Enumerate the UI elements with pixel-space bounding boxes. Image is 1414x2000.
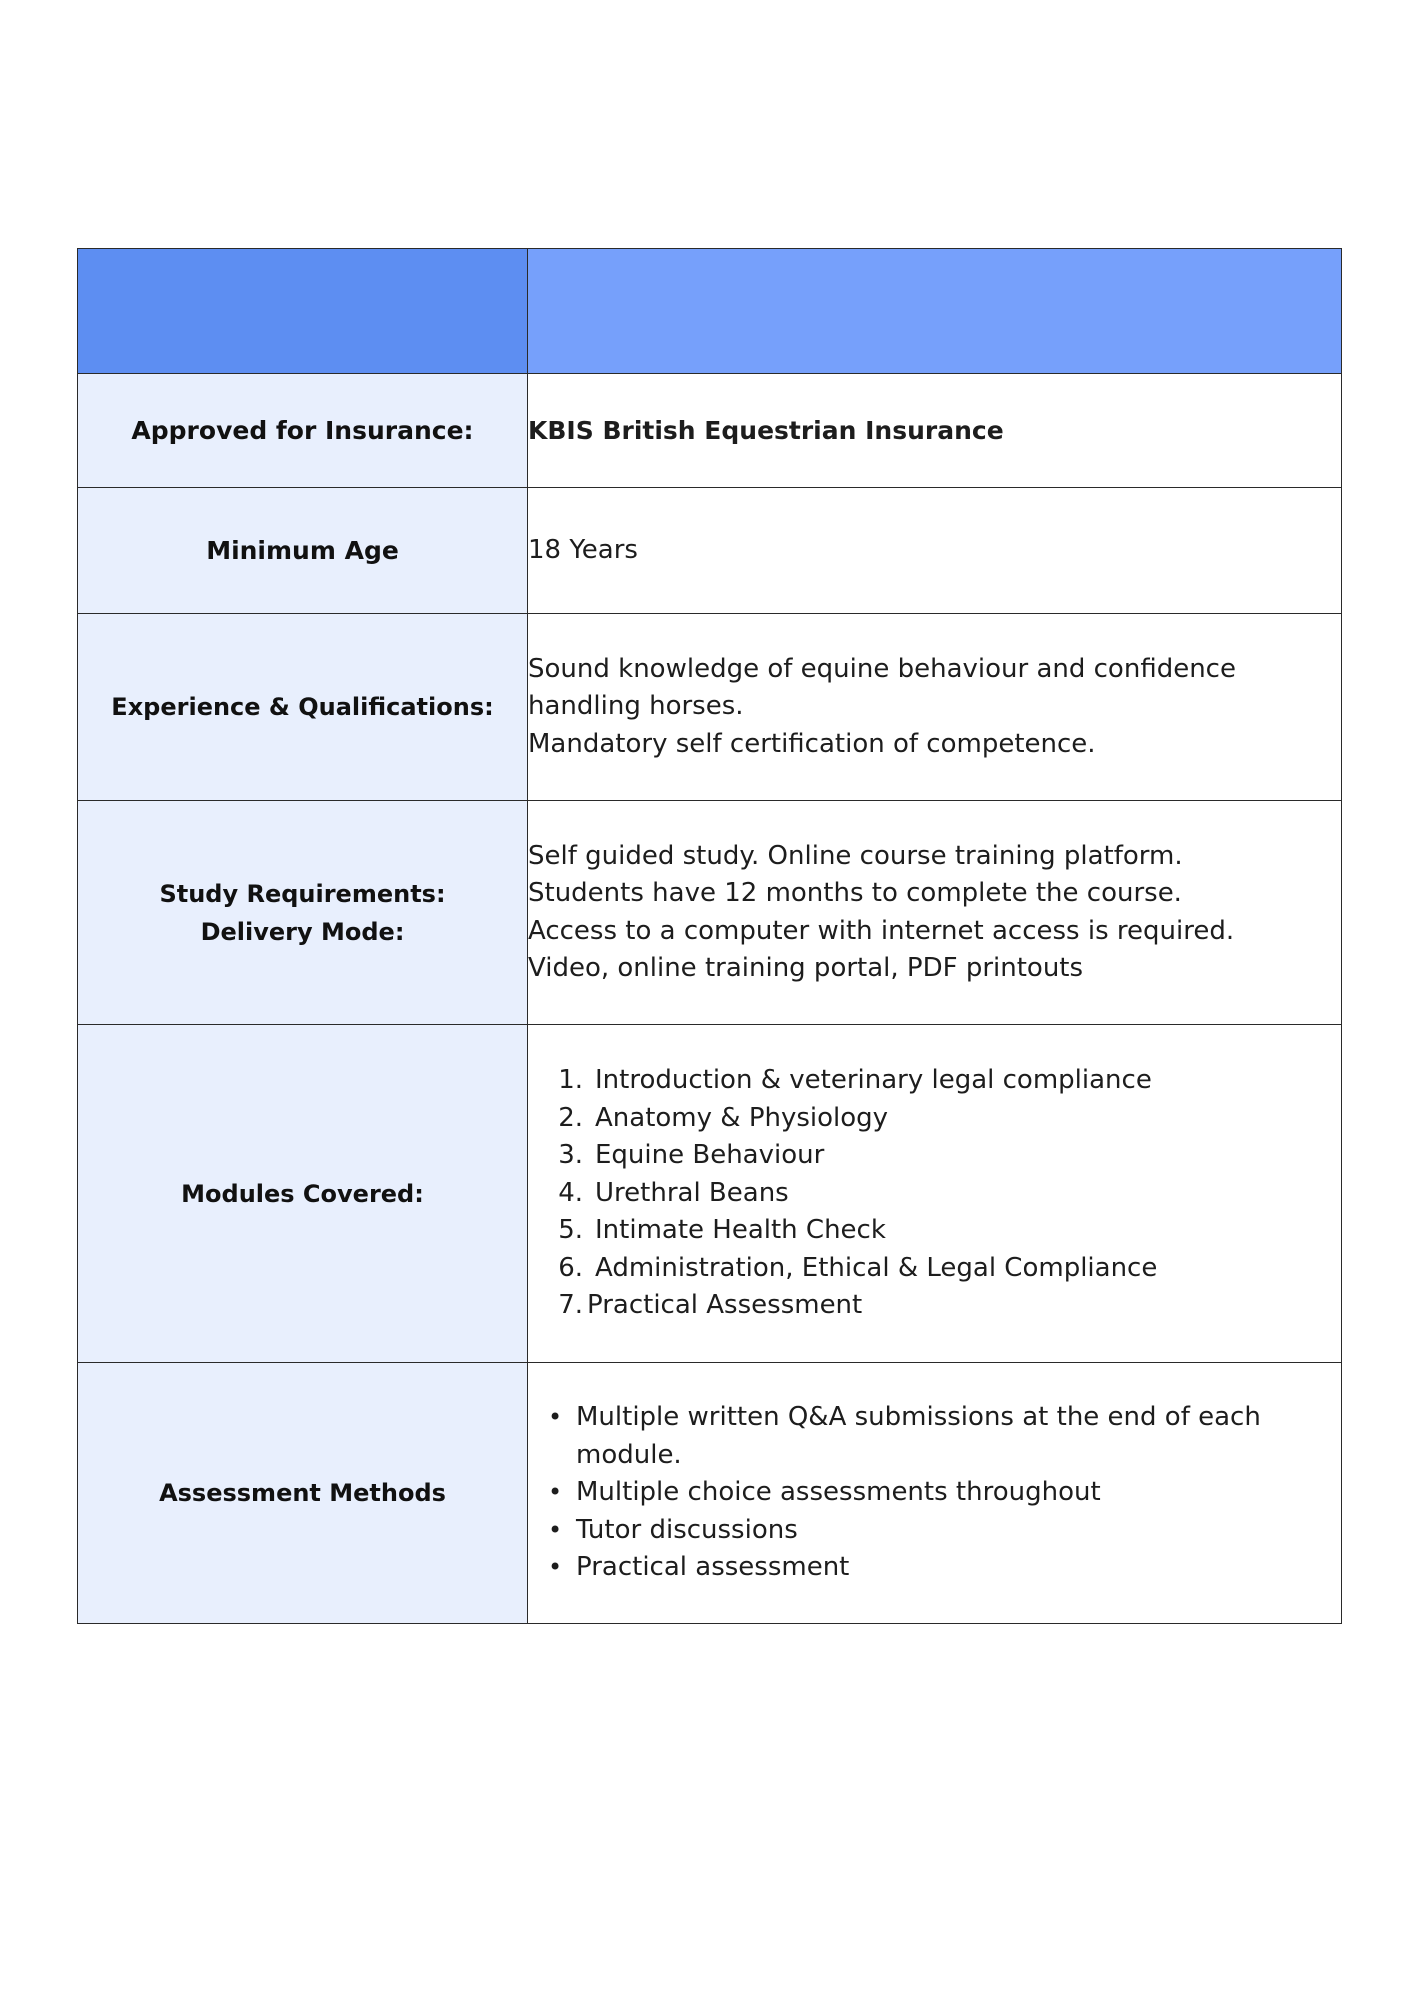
bullet-icon: • bbox=[548, 1553, 563, 1582]
experience-row bbox=[78, 614, 1342, 801]
experience-line: Mandatory self certification of competence. bbox=[528, 728, 1096, 759]
experience-line: handling horses. bbox=[528, 691, 744, 722]
study-line: Self guided study. Online course training platform. bbox=[528, 840, 1183, 871]
list-number: 3. bbox=[558, 1140, 583, 1171]
list-text: Administration, Ethical & Legal Compliance bbox=[595, 1252, 1158, 1283]
study-value bbox=[528, 801, 1342, 1025]
modules-list bbox=[528, 1062, 1341, 1325]
list-item bbox=[548, 1474, 1341, 1512]
study-label bbox=[78, 801, 528, 1025]
insurance-value: KBIS British Equestrian Insurance bbox=[528, 374, 1342, 488]
list-text: Intimate Health Check bbox=[595, 1215, 886, 1246]
study-line: Video, online training portal, PDF printouts bbox=[528, 953, 1084, 983]
list-item bbox=[556, 1137, 1341, 1175]
insurance-row bbox=[78, 374, 1342, 488]
list-item bbox=[556, 1175, 1341, 1213]
list-number: 6. bbox=[558, 1252, 583, 1283]
header-cell-right bbox=[528, 249, 1342, 374]
list-item bbox=[548, 1399, 1341, 1474]
modules-label: Modules Covered: bbox=[78, 1025, 528, 1363]
insurance-label: Approved for Insurance: bbox=[78, 374, 528, 488]
experience-line: Sound knowledge of equine behaviour and confidence bbox=[528, 653, 1236, 684]
list-number: 4. bbox=[558, 1177, 583, 1208]
study-line: Students have 12 months to complete the course. bbox=[528, 878, 1182, 908]
list-item bbox=[556, 1250, 1341, 1288]
list-text-line: module. bbox=[576, 1439, 682, 1470]
study-line: Access to a computer with internet access is required. bbox=[528, 915, 1235, 946]
assessment-label: Assessment Methods bbox=[78, 1363, 528, 1624]
min-age-value: 18 Years bbox=[528, 488, 1342, 614]
list-item bbox=[556, 1100, 1341, 1138]
list-number: 1. bbox=[558, 1065, 583, 1096]
bullet-icon: • bbox=[548, 1478, 563, 1507]
min-age-row bbox=[78, 488, 1342, 614]
list-number: 2. bbox=[558, 1102, 583, 1133]
list-number: 5. bbox=[558, 1215, 583, 1246]
list-text: Practical assessment bbox=[576, 1552, 850, 1583]
list-text: Introduction & veterinary legal compliance bbox=[595, 1065, 1152, 1096]
header-row bbox=[78, 249, 1342, 374]
bullet-icon: • bbox=[548, 1403, 563, 1432]
list-text: Urethral Beans bbox=[595, 1177, 789, 1208]
list-item bbox=[556, 1287, 1341, 1325]
header-cell-left bbox=[78, 249, 528, 374]
delivery-mode-label: Delivery Mode: bbox=[200, 917, 405, 946]
list-item bbox=[556, 1212, 1341, 1250]
study-row bbox=[78, 801, 1342, 1025]
list-text-line: Multiple written Q&A submissions at the end of each bbox=[576, 1402, 1261, 1433]
list-text: Multiple choice assessments throughout bbox=[576, 1477, 1101, 1508]
list-text: Tutor discussions bbox=[576, 1514, 798, 1545]
list-number: 7. bbox=[558, 1290, 583, 1321]
list-text bbox=[576, 1399, 1261, 1474]
assessment-value bbox=[528, 1363, 1342, 1624]
min-age-label: Minimum Age bbox=[78, 488, 528, 614]
list-item bbox=[548, 1549, 1341, 1587]
list-text: Anatomy & Physiology bbox=[595, 1102, 889, 1133]
experience-label: Experience & Qualifications: bbox=[78, 614, 528, 801]
course-info-table bbox=[77, 248, 1342, 1624]
experience-value bbox=[528, 614, 1342, 801]
list-item bbox=[548, 1512, 1341, 1550]
bullet-icon: • bbox=[548, 1515, 563, 1544]
modules-row bbox=[78, 1025, 1342, 1363]
assessment-row bbox=[78, 1363, 1342, 1624]
list-text: Practical Assessment bbox=[587, 1290, 863, 1321]
list-item bbox=[556, 1062, 1341, 1100]
study-requirements-label: Study Requirements: bbox=[159, 879, 446, 908]
list-text: Equine Behaviour bbox=[595, 1140, 825, 1171]
modules-value bbox=[528, 1025, 1342, 1363]
assessment-list bbox=[528, 1399, 1341, 1587]
